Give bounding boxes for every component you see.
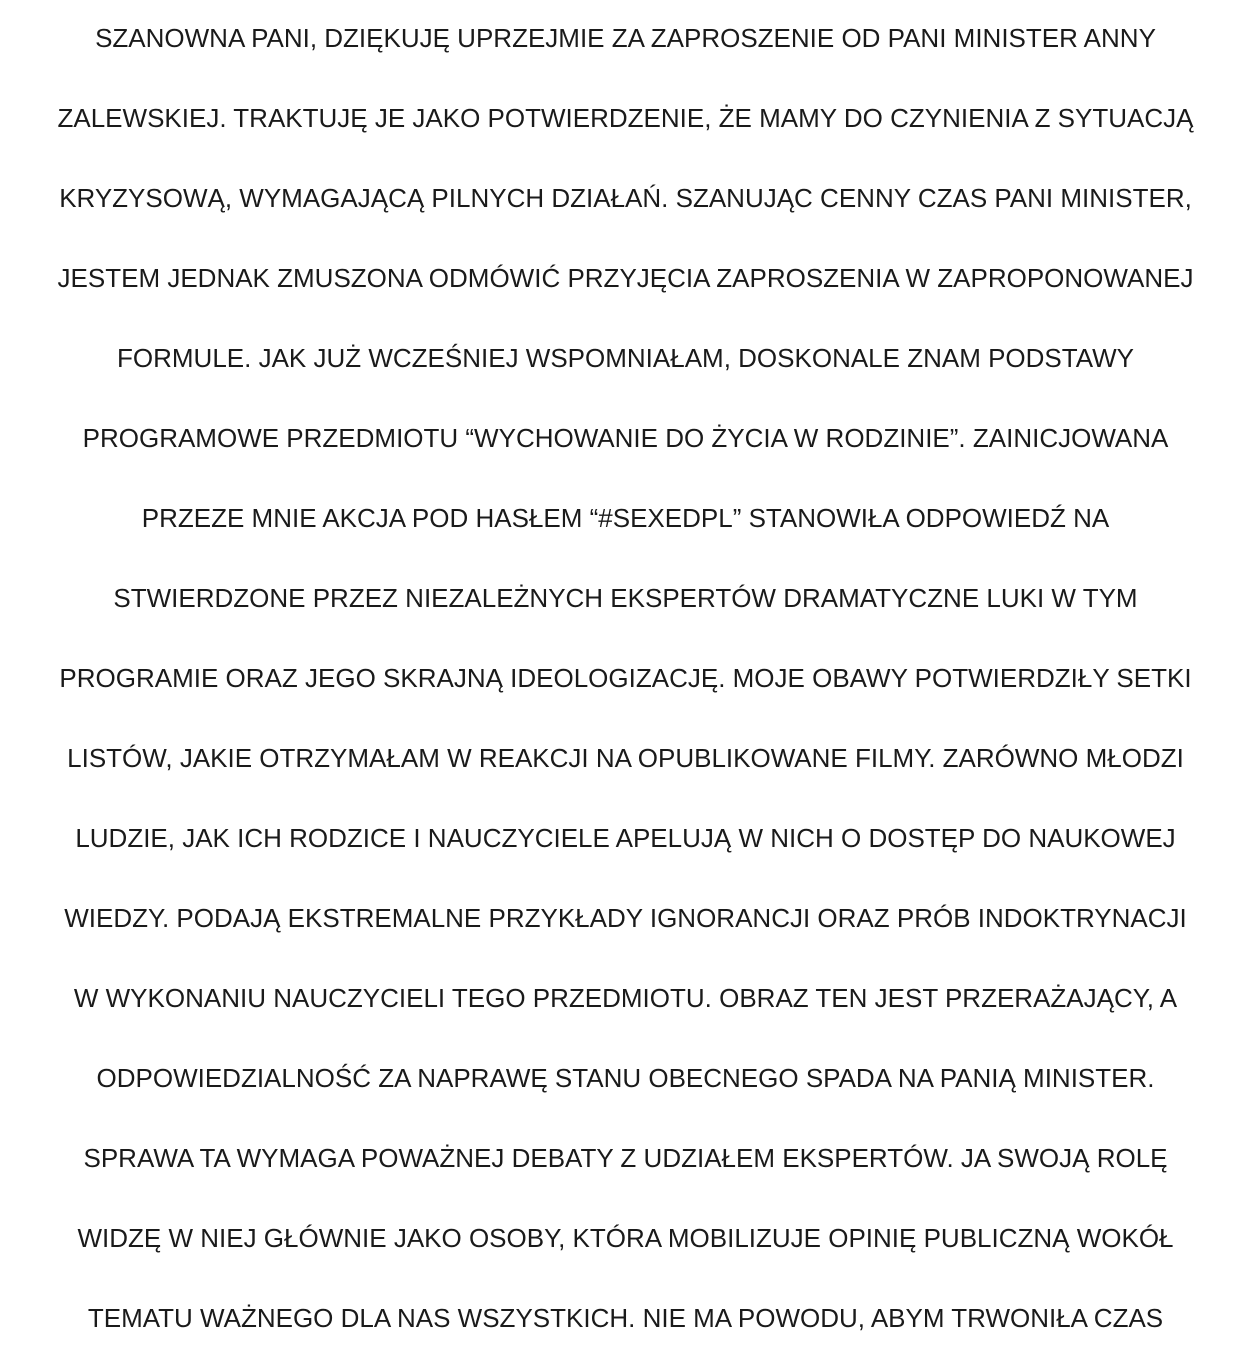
text-line: ZALEWSKIEJ. TRAKTUJĘ JE JAKO POTWIERDZENIE, ŻE MAMY DO CZYNIENIA Z SYTUACJĄ bbox=[57, 103, 1194, 133]
text-line: W WYKONANIU NAUCZYCIELI TEGO PRZEDMIOTU. OBRAZ TEN JEST PRZERAŻAJĄCY, A bbox=[73, 983, 1178, 1013]
text-line: SPRAWA TA WYMAGA POWAŻNEJ DEBATY Z UDZIAŁEM EKSPERTÓW. JA SWOJĄ ROLĘ bbox=[83, 1143, 1168, 1173]
text-line: PROGRAMIE ORAZ JEGO SKRAJNĄ IDEOLOGIZACJĘ. MOJE OBAWY POTWIERDZIŁY SETKI bbox=[59, 663, 1192, 693]
text-line: LUDZIE, JAK ICH RODZICE I NAUCZYCIELE APELUJĄ W NICH O DOSTĘP DO NAUKOWEJ bbox=[75, 823, 1176, 853]
text-line: JESTEM JEDNAK ZMUSZONA ODMÓWIĆ PRZYJĘCIA ZAPROSZENIA W ZAPROPONOWANEJ bbox=[57, 263, 1194, 293]
text-line: LISTÓW, JAKIE OTRZYMAŁAM W REAKCJI NA OPUBLIKOWANE FILMY. ZARÓWNO MŁODZI bbox=[67, 743, 1184, 773]
text-line: KRYZYSOWĄ, WYMAGAJĄCĄ PILNYCH DZIAŁAŃ. SZANUJĄC CENNY CZAS PANI MINISTER, bbox=[59, 183, 1192, 213]
text-line: ODPOWIEDZIALNOŚĆ ZA NAPRAWĘ STANU OBECNEGO SPADA NA PANIĄ MINISTER. bbox=[96, 1063, 1155, 1093]
text-line: PROGRAMOWE PRZEDMIOTU “WYCHOWANIE DO ŻYCIA W RODZINIE”. ZAINICJOWANA bbox=[82, 423, 1169, 453]
text-line: TEMATU WAŻNEGO DLA NAS WSZYSTKICH. NIE MA POWODU, ABYM TRWONIŁA CZAS bbox=[87, 1303, 1164, 1333]
text-line: STWIERDZONE PRZEZ NIEZALEŻNYCH EKSPERTÓW DRAMATYCZNE LUKI W TYM bbox=[113, 583, 1138, 613]
text-line: PRZEZE MNIE AKCJA POD HASŁEM “#SEXEDPL” STANOWIŁA ODPOWIEDŹ NA bbox=[141, 503, 1110, 533]
text-line: FORMULE. JAK JUŻ WCZEŚNIEJ WSPOMNIAŁAM, DOSKONALE ZNAM PODSTAWY bbox=[117, 343, 1134, 373]
text-line: SZANOWNA PANI, DZIĘKUJĘ UPRZEJMIE ZA ZAPROSZENIE OD PANI MINISTER ANNY bbox=[95, 23, 1156, 53]
text-line: WIDZĘ W NIEJ GŁÓWNIE JAKO OSOBY, KTÓRA MOBILIZUJE OPINIĘ PUBLICZNĄ WOKÓŁ bbox=[77, 1223, 1174, 1253]
text-line: WIEDZY. PODAJĄ EKSTREMALNE PRZYKŁADY IGNORANCJI ORAZ PRÓB INDOKTRYNACJI bbox=[64, 903, 1187, 933]
